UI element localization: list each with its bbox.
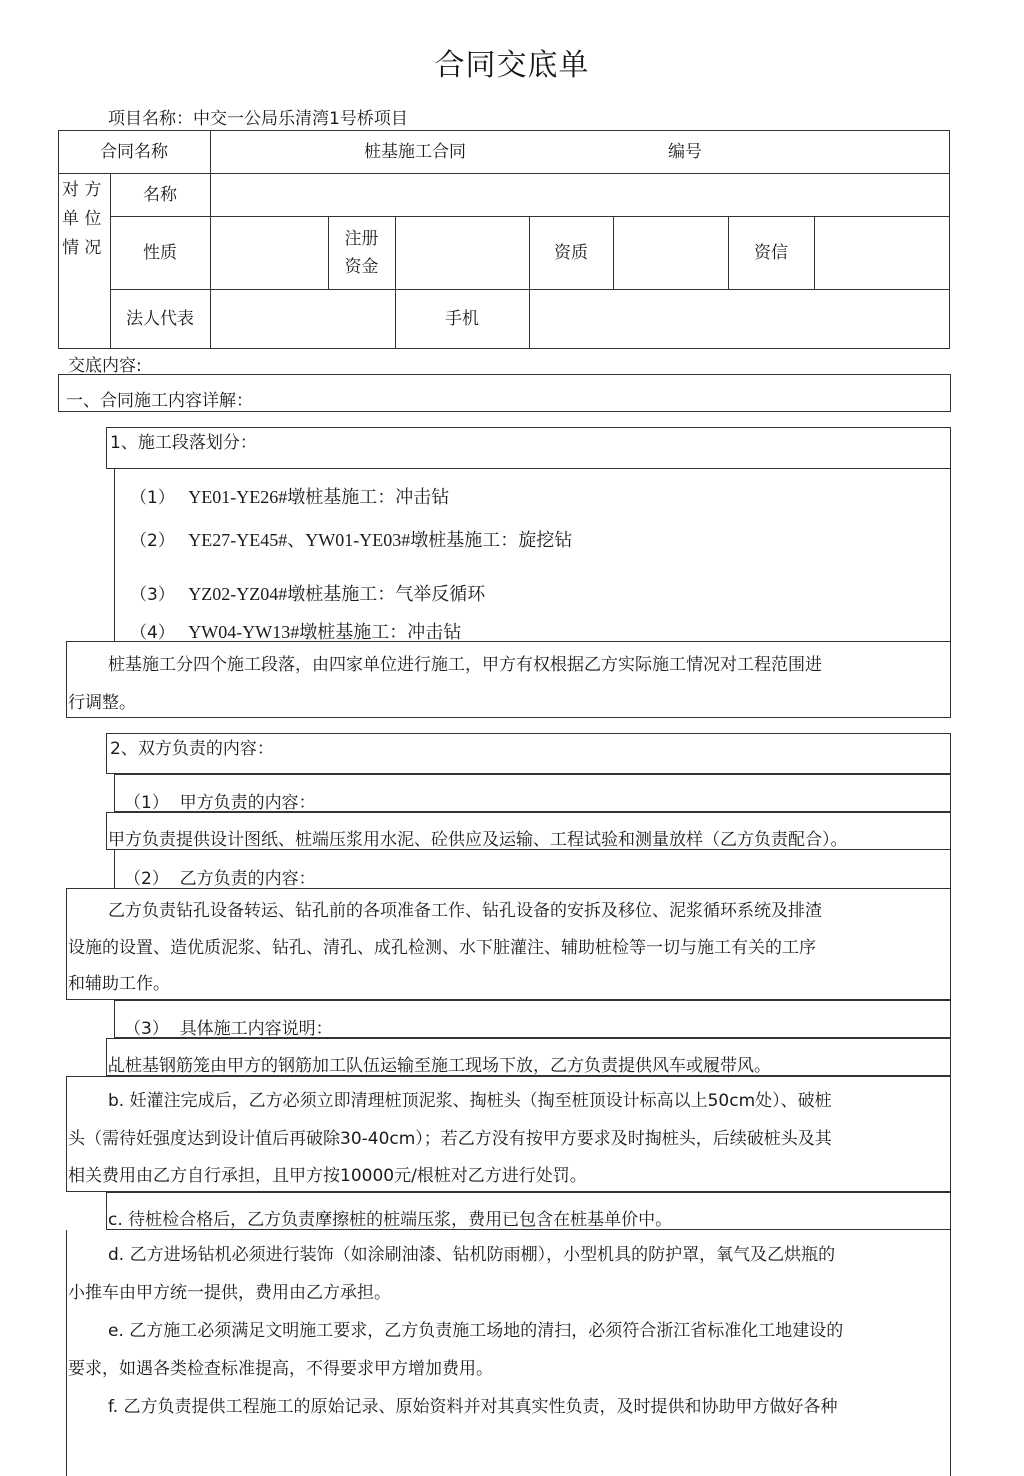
counterparty-label-line2: 单 位: [62, 209, 102, 229]
item-b-line1: b. 妊灌注完成后，乙方必须立即清理桩顶泥浆、掏桩头（掏至桩顶设计标高以上50cm处）、破桩: [108, 1091, 832, 1111]
name-label: 名称: [143, 184, 177, 205]
contract-name-label: 合同名称: [100, 141, 168, 162]
counterparty-label-line1: 对 方: [62, 180, 102, 200]
party-a-text: 甲方负责提供设计图纸、桩端压浆用水泥、砼供应及运输、工程试验和测量放样（乙方负责配合）。: [108, 830, 848, 850]
item-e-line1: e. 乙方施工必须满足文明施工要求，乙方负责施工场地的清扫，必须符合浙江省标准化工地建设的: [108, 1321, 844, 1341]
party-b-line2: 设施的设置、造优质泥浆、钻孔、清孔、成孔检测、水下脏灌注、辅助桩检等一切与施工有关的工序: [68, 938, 816, 958]
item-d-line1: d. 乙方进场钻机必须进行装饰（如涂刷油漆、钻机防雨棚），小型机具的防护罩，氧气及乙烘瓶的: [108, 1245, 836, 1265]
segment-2: [130, 526, 572, 552]
item-f-line1: f. 乙方负责提供工程施工的原始记录、原始资料并对其真实性负责，及时提供和协助甲方做好各种: [108, 1397, 838, 1417]
detail-heading: （3） 具体施工内容说明：: [124, 1019, 333, 1039]
segment-4-text: YW04-YW13#墩桩基施工：冲击钻: [188, 622, 462, 642]
phone-label: 手机: [445, 309, 479, 329]
sub-2-heading: 2、双方负责的内容：: [110, 739, 274, 759]
party-b-heading: （2） 乙方负责的内容：: [124, 869, 316, 889]
party-a-heading: （1） 甲方负责的内容：: [124, 793, 316, 813]
registered-capital-label: [328, 216, 395, 289]
item-c-text: c. 待桩检合格后，乙方负责摩擦桩的桩端压浆，费用已包含在桩基单价中。: [108, 1210, 673, 1230]
segment-note-line1: 桩基施工分四个施工段落，由四家单位进行施工，甲方有权根据乙方实际施工情况对工程范围进: [108, 655, 822, 675]
nature-label: 性质: [143, 242, 177, 263]
registered-capital-line2: 资金: [344, 256, 379, 277]
segment-3-text: YZ02-YZ04#墩桩基施工：气举反循环: [188, 584, 486, 604]
item-d-line2: 小推车由甲方统一提供，费用由乙方承担。: [68, 1283, 391, 1303]
party-b-line1: 乙方负责钻孔设备转运、钻孔前的各项准备工作、钻孔设备的安拆及移位、泥浆循环系统及排渣: [108, 901, 822, 921]
segment-2-text: YE27-YE45#、YW01-YE03#墩桩基施工：旋挖钻: [188, 530, 573, 550]
segment-1: [130, 483, 449, 509]
item-b-line3: 相关费用由乙方自行承担，且甲方按10000元/根桩对乙方进行处罚。: [68, 1166, 587, 1186]
sub-1-heading: 1、施工段落划分：: [110, 433, 257, 453]
segment-4-num: （4）: [130, 623, 175, 643]
number-label: 编号: [668, 141, 702, 162]
party-b-line3: 和辅助工作。: [68, 974, 170, 994]
segment-3: [130, 580, 485, 606]
section-1-heading: 一、合同施工内容详解：: [66, 391, 253, 411]
legal-representative-label: 法人代表: [126, 309, 194, 329]
document-title: 合同交底单: [434, 48, 590, 83]
segment-1-num: （1）: [130, 488, 175, 508]
segment-2-num: （2）: [130, 531, 175, 551]
segment-note-line2: 行调整。: [68, 693, 136, 713]
counterparty-label-line3: 情 况: [62, 238, 102, 258]
credit-label: 资信: [754, 242, 788, 263]
item-a-text: 乩桩基钢筋笼由甲方的钢筋加工队伍运输至施工现场下放，乙方负责提供风车或履带风。: [108, 1056, 771, 1076]
qualification-label: 资质: [554, 242, 588, 263]
registered-capital-line1: 注册: [344, 228, 379, 249]
item-b-line2: 头（需待妊强度达到设计值后再破除30-40cm）；若乙方没有按甲方要求及时掏桩头，后续破桩头及其: [68, 1129, 832, 1149]
segment-3-num: （3）: [130, 585, 175, 605]
contract-name-value: 桩基施工合同: [364, 141, 466, 162]
briefing-label: 交底内容:: [68, 356, 142, 376]
segment-1-text: YE01-YE26#墩桩基施工：冲击钻: [188, 487, 450, 507]
project-name: 项目名称：中交一公局乐清湾1号桥项目: [108, 109, 408, 129]
item-e-line2: 要求，如遇各类检查标准提高，不得要求甲方增加费用。: [68, 1359, 493, 1379]
counterparty-label: [58, 176, 114, 263]
